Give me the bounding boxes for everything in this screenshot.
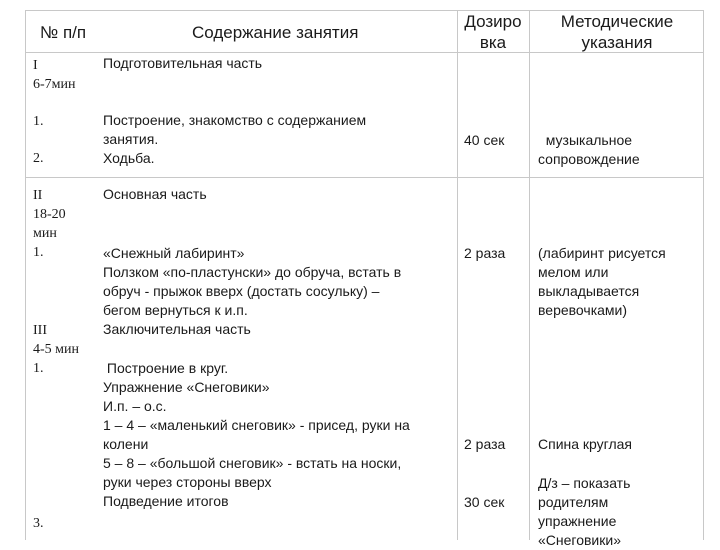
section1-content: Построение, знакомство с содержанием занятия. Ходьба.: [103, 112, 367, 166]
section2-content: «Снежный лабиринт» Ползком «по-пластунски» до обруча, встать в обруч - прыжок вверх (достать сосульку) – бегом вернуться к и.п.: [103, 245, 402, 318]
section3-title: Заключительная часть: [103, 321, 251, 337]
header-dosage: Дозиро вка: [464, 12, 522, 52]
header-number: № п/п: [40, 23, 87, 42]
section2-number: II 18-20 мин 1.: [33, 188, 66, 260]
section3-content: Построение в круг. Упражнение «Снеговики» И.п. – о.с. 1 – 4 – «маленький снеговик» - присед, руки на колени 5 – 8 – «большой снеговик» - встать на носки, руки через стороны вверх Подведение итогов: [103, 360, 410, 509]
section-divider-1: [25, 177, 704, 178]
section3-guidelines-2: Д/з – показать родителям упражнение «Снеговики»: [538, 475, 631, 548]
column-divider-guidelines: [529, 10, 530, 540]
section3-guidelines-1: Спина круглая: [538, 436, 633, 452]
column-divider-dosage: [457, 10, 458, 540]
section1-guidelines: музыкальное сопровождение: [538, 132, 640, 167]
section1-number: I 6-7мин: [33, 58, 76, 92]
section3-number: III 4-5 мин 1.: [33, 323, 80, 376]
header-guidelines: Методические указания: [560, 12, 674, 52]
section2-title: Основная часть: [103, 186, 207, 202]
section1-dosage: 40 сек: [464, 132, 505, 148]
section2-dosage: 2 раза: [464, 245, 506, 261]
section3-item-3: 3.: [33, 516, 44, 531]
section1-title: Подготовительная часть: [103, 55, 263, 71]
section1-item-1: 1.: [33, 114, 44, 129]
section2-guidelines: (лабиринт рисуется мелом или выкладывается веревочками): [538, 245, 666, 318]
section3-dosage-1: 2 раза: [464, 436, 506, 452]
table-border-right: [703, 10, 704, 540]
table-border-left: [25, 10, 26, 540]
section3-dosage-2: 30 сек: [464, 494, 505, 510]
header-content: Содержание занятия: [192, 23, 359, 42]
section1-item-2: 2.: [33, 151, 44, 166]
